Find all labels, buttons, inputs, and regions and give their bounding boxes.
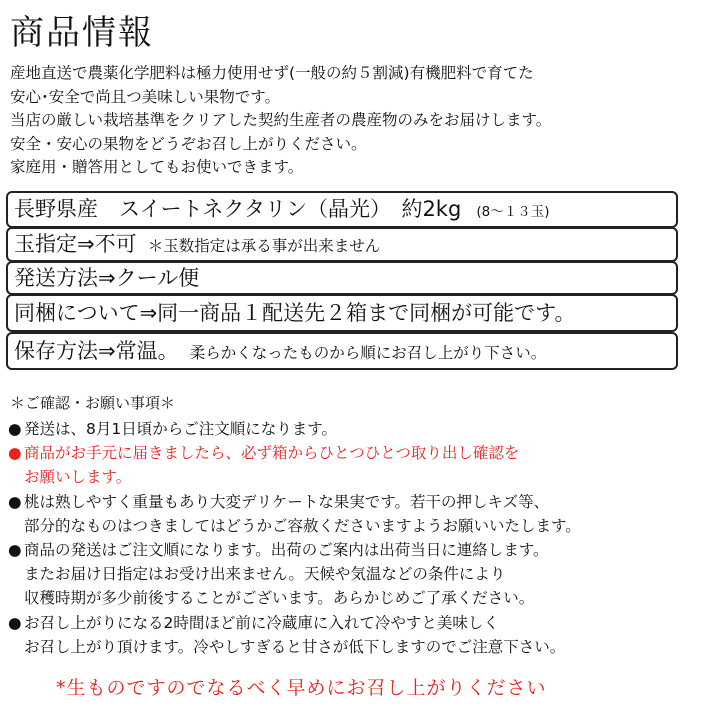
- notes-heading: ＊ご確認・お願い事項＊: [10, 394, 176, 412]
- note-text: 発送は、8月1日頃からご注文順になります。: [24, 420, 337, 438]
- bullet-icon: ●: [8, 613, 22, 632]
- notes-list: [8, 417, 704, 659]
- product-box: [6, 191, 678, 228]
- note-text: 商品がお手元に届きましたら、必ず箱からひとつひとつ取り出し確認を: [24, 444, 520, 463]
- shipping-box: [6, 261, 678, 295]
- bullet-icon: ●: [8, 541, 22, 560]
- count-spec: 玉指定⇒不可: [14, 232, 137, 256]
- note-text: お願いします。: [24, 468, 132, 487]
- bundle-box: [6, 294, 678, 332]
- count-note: ＊玉数指定は承る事が出来ません: [147, 237, 381, 255]
- storage-note: 柔らかくなったものから順にお召し上がり下さい。: [189, 344, 547, 362]
- bullet-icon: ●: [8, 444, 22, 463]
- shipping-method: 発送方法⇒クール便: [14, 266, 200, 290]
- note-text: またお届け日指定はお受け出来ません。天候や気温などの条件により: [24, 565, 506, 584]
- intro-line: 家庭用・贈答用としてもお使いできます。: [10, 158, 304, 177]
- note-text: 商品の発送はご注文順になります。出荷のご案内は出荷当日に連絡します。: [24, 541, 549, 560]
- product-count-range: (8～１３玉): [476, 204, 550, 220]
- note-text: 桃は熟しやすく重量もあり大変デリケートな果実です。若干の押しキズ等、: [24, 492, 550, 511]
- product-name: 長野県産 スイートネクタリン（晶光） 約2kg: [14, 197, 462, 221]
- intro-line: 安心･安全で尚且つ美味しい果物です。: [10, 87, 281, 106]
- note-text: お召し上がり頂けます。冷やしすぎると甘さが低下しますのでご注意下さい。: [24, 637, 566, 656]
- footer-notice: *生ものですのでなるべく早めにお召し上がりください: [56, 677, 547, 699]
- storage-box: [6, 332, 678, 370]
- count-box: [6, 227, 678, 262]
- bullet-icon: ●: [8, 420, 22, 438]
- bundle-info: 同梱について⇒同一商品１配送先２箱まで同梱が可能です。: [14, 301, 576, 325]
- list-item: [8, 538, 704, 611]
- intro-line: 産地直送で農薬化学肥料は極力使用せず(一般の約５割減)有機肥料で育てた: [10, 64, 534, 82]
- list-item: [8, 490, 704, 538]
- note-text: 部分的なものはつきましてはどうかご容赦くださいますようお願いいたします。: [24, 516, 581, 535]
- intro-text: [10, 62, 700, 180]
- intro-line: 当店の厳しい栽培基準をクリアした契約生産者の農産物のみをお届けします。: [10, 111, 552, 130]
- bullet-icon: ●: [8, 492, 22, 511]
- storage-method: 保存方法⇒常温。: [14, 339, 179, 363]
- page-title: 商品情報: [10, 13, 154, 53]
- note-text: 収穫時期が多少前後することがございます。あらかじめご了承ください。: [24, 589, 535, 608]
- list-item: [8, 417, 704, 441]
- intro-line: 安全・安心の果物をどうぞお召し上がりください。: [10, 134, 367, 153]
- list-item: [8, 441, 704, 489]
- list-item: [8, 611, 704, 659]
- note-text: お召し上がりになる2時間ほど前に冷蔵庫に入れて冷やすと美味しく: [24, 613, 499, 632]
